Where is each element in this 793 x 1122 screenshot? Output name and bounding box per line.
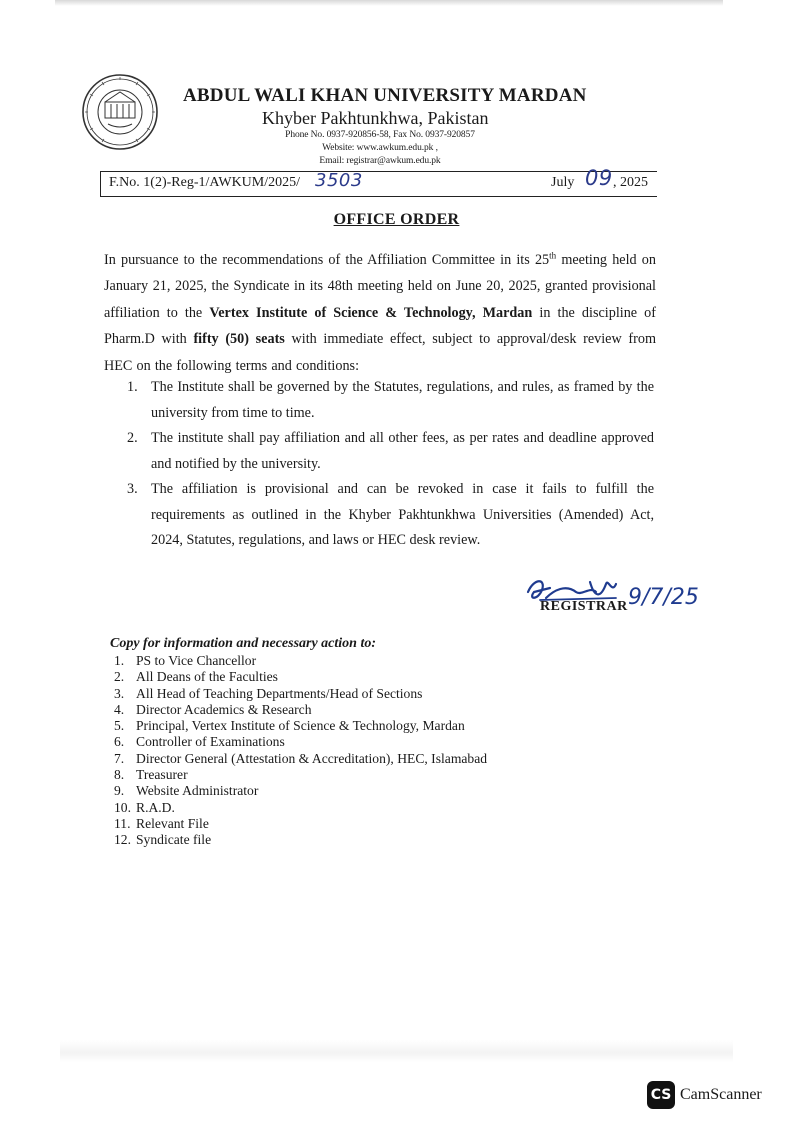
document-title: OFFICE ORDER — [333, 211, 460, 228]
copy-to-list — [114, 653, 487, 849]
university-name: ABDUL WALI KHAN UNIVERSITY MARDAN — [183, 85, 587, 106]
item-number: 3. — [114, 685, 125, 701]
copy-to-heading: Copy for information and necessary action to: — [110, 636, 377, 651]
item-text: Director Academics & Research — [136, 701, 312, 717]
paragraph-text: with immediate effect, subject to approval/desk review from HEC on the following terms and conditions: — [104, 331, 656, 374]
term-text: The affiliation is provisional and can be revoked in case it fails to fulfill the requirements as outlined in the Khyber Pakhtunkhwa Universities (Amended) Act, 2024, Statutes, regulations, and laws or HEC desk review. — [151, 481, 654, 548]
terms-list — [127, 375, 654, 554]
item-number: 2. — [114, 669, 125, 685]
date-year: , 2025 — [613, 175, 648, 190]
term-text: The Institute shall be governed by the Statutes, regulations, and rules, as framed by the university from time to time. — [151, 379, 654, 421]
copy-to-item — [114, 653, 487, 669]
item-number: 6. — [114, 734, 125, 750]
item-number: 10. — [114, 799, 131, 815]
term-number: 2. — [127, 430, 138, 446]
copy-to-item — [114, 800, 487, 816]
item-text: Controller of Examinations — [136, 734, 285, 750]
item-number: 1. — [114, 653, 125, 668]
copy-to-item — [114, 816, 487, 832]
item-number: 7. — [114, 750, 125, 766]
contact-website: Website: www.awkum.edu.pk , — [322, 143, 438, 153]
item-text: Principal, Vertex Institute of Science & Technology, Mardan — [136, 718, 465, 734]
date-day-handwritten: 09 — [585, 166, 613, 190]
file-number: F.No. 1(2)-Reg-1/AWKUM/2025/ — [109, 175, 301, 190]
item-text: All Deans of the Faculties — [136, 669, 278, 685]
item-text: Director General (Attestation & Accreditation), HEC, Islamabad — [136, 750, 488, 766]
term-item — [127, 477, 654, 554]
contact-phone: Phone No. 0937-920856-58, Fax No. 0937-920857 — [285, 130, 475, 140]
term-number: 3. — [127, 481, 138, 497]
scan-edge-shadow — [55, 0, 723, 6]
file-number-handwritten: 3503 — [315, 170, 363, 191]
item-number: 11. — [114, 815, 131, 831]
copy-to-item — [114, 767, 487, 783]
item-number: 8. — [114, 767, 125, 783]
institute-name: Vertex Institute of Science & Technology, Mardan — [209, 304, 533, 321]
copy-to-item — [114, 734, 487, 750]
copy-to-item — [114, 751, 487, 767]
term-number: 1. — [127, 379, 138, 395]
term-item — [127, 426, 654, 477]
scan-edge-shadow — [60, 1040, 733, 1062]
term-text: The institute shall pay affiliation and all other fees, as per rates and deadline approved and notified by the university. — [151, 430, 654, 472]
camscanner-watermark: CamScanner — [680, 1086, 762, 1103]
item-number: 4. — [114, 701, 125, 717]
item-text: All Head of Teaching Departments/Head of Sections — [136, 685, 423, 701]
university-province: Khyber Pakhtunkhwa, Pakistan — [262, 108, 489, 128]
item-text: PS to Vice Chancellor — [136, 653, 257, 668]
item-number: 5. — [114, 718, 125, 734]
copy-to-item — [114, 686, 487, 702]
signature-date: 9/7/25 — [628, 585, 699, 610]
reference-bar — [100, 166, 657, 197]
contact-email: Email: registrar@awkum.edu.pk — [319, 156, 441, 166]
copy-to-item — [114, 702, 487, 718]
copy-to-item — [114, 783, 487, 799]
paragraph-text: meeting held on January 21, 2025, the Syndicate in its 48th meeting held on June 20, 2025, granted provisional affiliation to the — [104, 252, 656, 321]
term-item — [127, 375, 654, 426]
item-number: 9. — [114, 783, 125, 799]
paragraph-text: in the discipline of Pharm.D with — [104, 304, 656, 348]
copy-to-item — [114, 718, 487, 734]
item-text: Relevant File — [136, 815, 209, 831]
item-text: Syndicate file — [136, 832, 212, 848]
order-paragraph — [104, 247, 656, 379]
university-seal-logo — [80, 72, 160, 152]
date-month: July — [551, 175, 575, 190]
item-number: 12. — [114, 832, 131, 848]
item-text: R.A.D. — [136, 799, 175, 815]
ordinal-suffix: th — [549, 250, 557, 261]
seats-count: fifty (50) seats — [193, 331, 285, 348]
item-text: Website Administrator — [136, 783, 259, 799]
item-text: Treasurer — [136, 767, 188, 783]
copy-to-item — [114, 669, 487, 685]
paragraph-text: In pursuance to the recommendations of the Affiliation Committee in its 25 — [104, 252, 550, 268]
copy-to-item — [114, 832, 487, 848]
camscanner-logo-icon: CS — [647, 1081, 675, 1109]
registrar-designation: REGISTRAR — [540, 599, 628, 614]
